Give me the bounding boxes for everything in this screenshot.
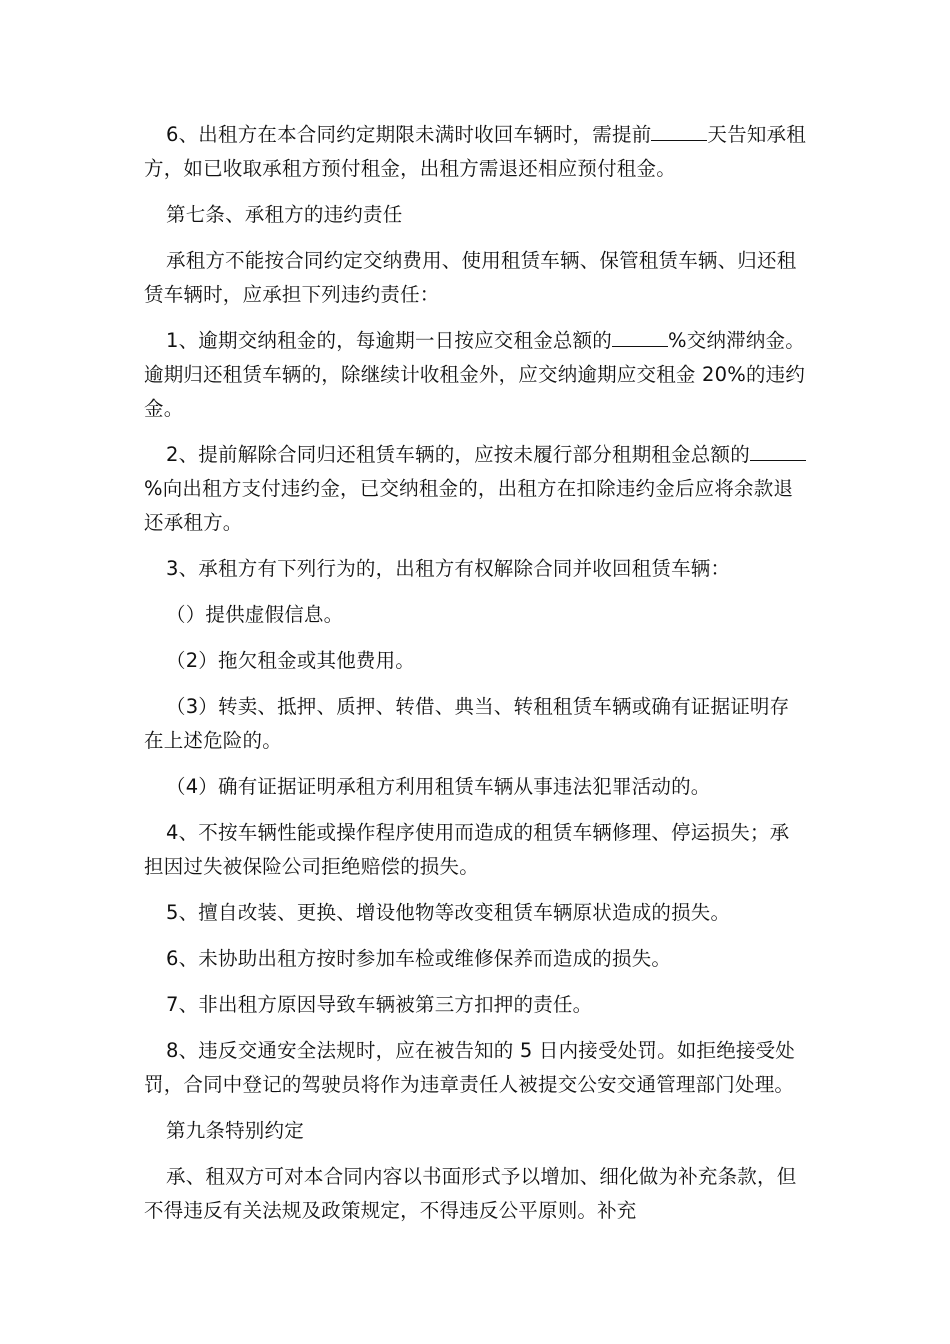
paragraph-text: 承、租双方可对本合同内容以书面形式予以增加、细化做为补充条款，但不得违反有关法规及政策规定，不得违反公平原则。补充 (144, 1165, 797, 1222)
paragraph-text: 3、承租方有下列行为的，出租方有权解除合同并收回租赁车辆： (166, 557, 731, 580)
paragraph-text: 6、未协助出租方按时参加车检或维修保养而造成的损失。 (166, 947, 672, 970)
paragraph-text: 4、不按车辆性能或操作程序使用而造成的租赁车辆修理、停运损失；承担因过失被保险公司拒绝赔偿的损失。 (144, 821, 790, 878)
paragraph-clause-5-modification (144, 896, 806, 930)
paragraph-article-7-intro (144, 244, 806, 312)
paragraph-text: 承租方不能按合同约定交纳费用、使用租赁车辆、保管租赁车辆、归还租赁车辆时，应承担下列违约责任： (144, 249, 797, 306)
paragraph-article-9-supplement (144, 1160, 806, 1228)
list-item-false-info (144, 598, 806, 632)
paragraph-clause-4-improper-use (144, 816, 806, 884)
heading-text: 第九条特别约定 (166, 1119, 304, 1142)
list-item-transfer-pledge (144, 690, 806, 758)
paragraph-clause-1-late-payment (144, 324, 806, 426)
fill-in-blank (651, 122, 707, 141)
paragraph-clause-2-early-termination (144, 438, 806, 540)
paragraph-clause-8-traffic-violations (144, 1034, 806, 1102)
list-item-text: （3）转卖、抵押、质押、转借、典当、转租租赁车辆或确有证据证明存在上述危险的。 (144, 695, 790, 752)
document-body (144, 118, 806, 1240)
section-heading-article-7 (144, 198, 806, 232)
paragraph-text: %向出租方支付违约金，已交纳租金的，出租方在扣除违约金后应将余款退还承租方。 (144, 477, 794, 534)
fill-in-blank (750, 442, 806, 461)
section-heading-article-9 (144, 1114, 806, 1148)
heading-text: 第七条、承租方的违约责任 (166, 203, 403, 226)
list-item-unpaid-rent (144, 644, 806, 678)
paragraph-text: 1、逾期交纳租金的，每逾期一日按应交租金总额的 (166, 329, 613, 352)
paragraph-clause-6-early-recall (144, 118, 806, 186)
paragraph-text: %交纳滞纳金。逾期归还租赁车辆的，除继续计收租金外，应交纳逾期应交租金 20%的违约金。 (144, 329, 806, 420)
paragraph-clause-3-termination-rights (144, 552, 806, 586)
paragraph-text: 2、提前解除合同归还租赁车辆的，应按未履行部分租期租金总额的 (166, 443, 750, 466)
paragraph-text: 7、非出租方原因导致车辆被第三方扣押的责任。 (166, 993, 593, 1016)
list-item-text: （4）确有证据证明承租方利用租赁车辆从事违法犯罪活动的。 (166, 775, 711, 798)
list-item-illegal-activity (144, 770, 806, 804)
paragraph-clause-7-seizure (144, 988, 806, 1022)
paragraph-text: 天告知承租方，如已收取承租方预付租金，出租方需退还相应预付租金。 (144, 123, 806, 180)
paragraph-clause-6-inspection (144, 942, 806, 976)
fill-in-blank (612, 328, 668, 347)
list-item-text: （2）拖欠租金或其他费用。 (166, 649, 416, 672)
list-item-text: （）提供虚假信息。 (166, 603, 344, 626)
paragraph-text: 6、出租方在本合同约定期限未满时收回车辆时，需提前 (166, 123, 652, 146)
paragraph-text: 8、违反交通安全法规时，应在被告知的 5 日内接受处罚。如拒绝接受处罚，合同中登记的驾驶员将作为违章责任人被提交公安交通管理部门处理。 (144, 1039, 796, 1096)
paragraph-text: 5、擅自改装、更换、增设他物等改变租赁车辆原状造成的损失。 (166, 901, 731, 924)
